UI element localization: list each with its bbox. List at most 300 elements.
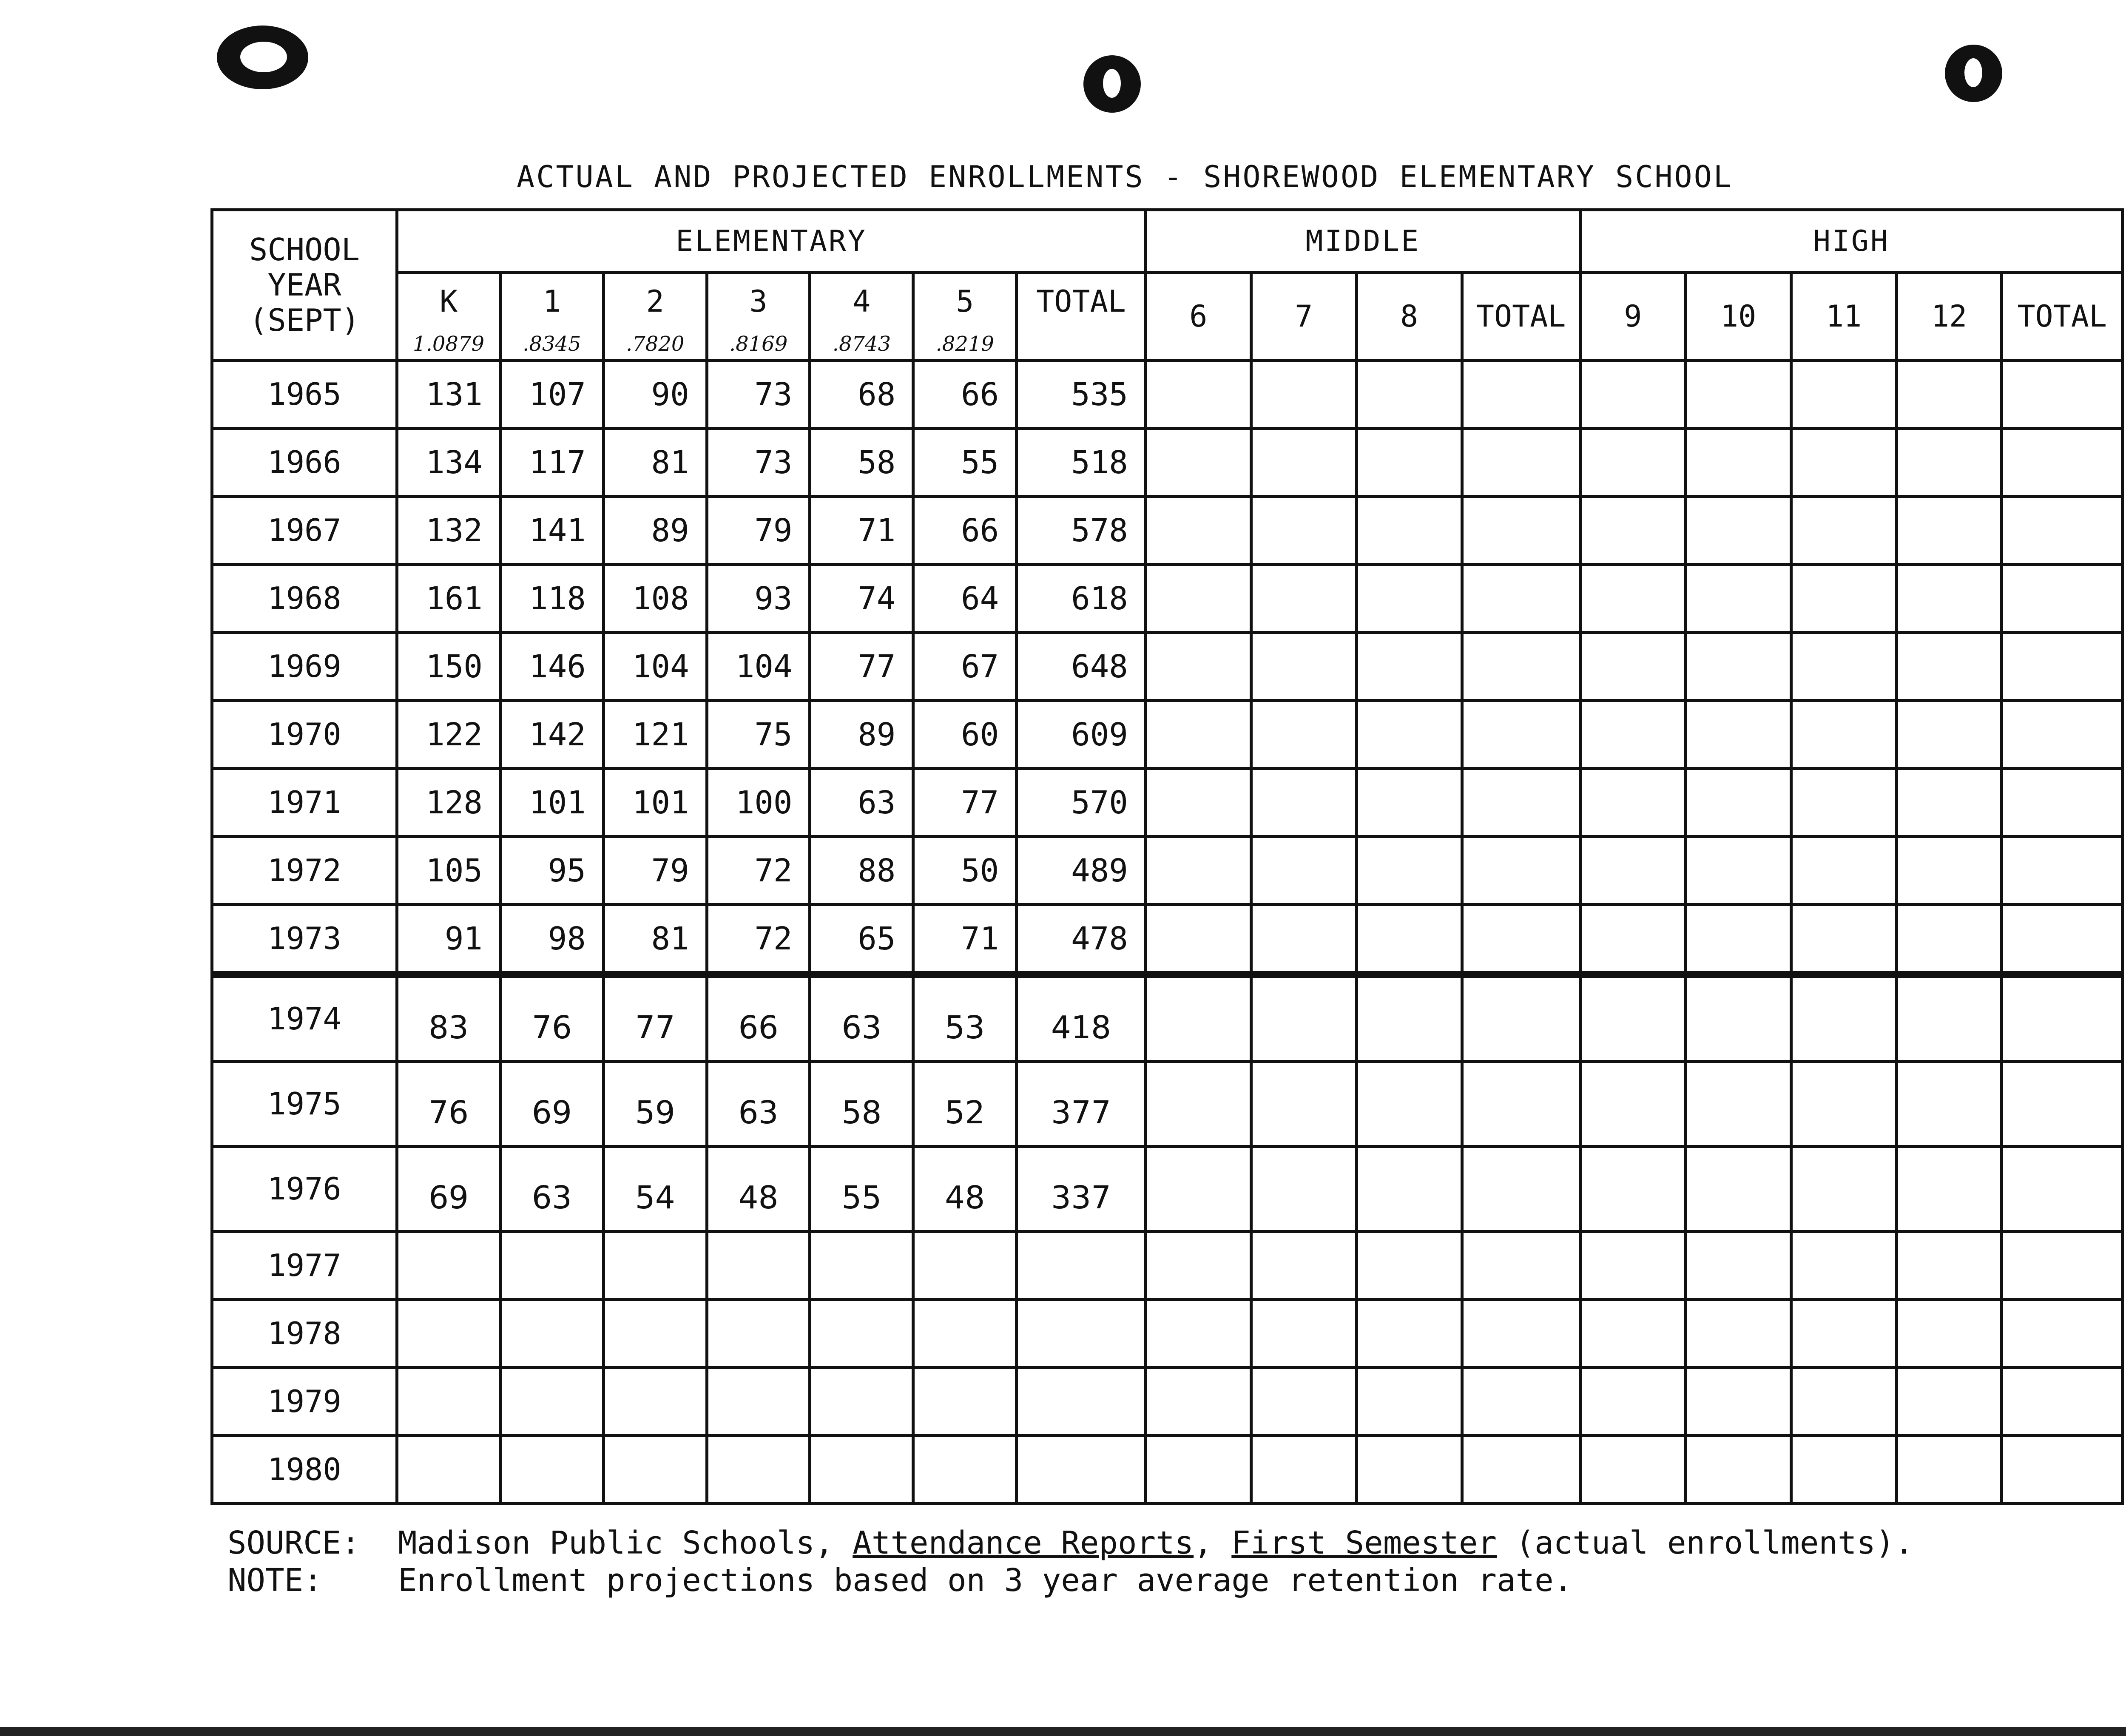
- empty-cell: [1462, 905, 1580, 975]
- enrollment-cell: [603, 1232, 707, 1300]
- empty-cell: [1251, 905, 1356, 975]
- empty-cell: [1356, 1147, 1462, 1232]
- enrollment-cell: [707, 1300, 810, 1368]
- enrollment-cell: 117: [500, 429, 603, 497]
- enrollment-cell: 76: [397, 1062, 500, 1147]
- empty-cell: [1356, 361, 1462, 429]
- empty-cell: [1251, 975, 1356, 1062]
- col-9: 9: [1580, 273, 1685, 361]
- empty-cell: [2002, 361, 2123, 429]
- empty-cell: [1462, 1232, 1580, 1300]
- empty-cell: [1145, 565, 1251, 633]
- enrollment-cell: [810, 1232, 913, 1300]
- enrollment-cell: 100: [707, 769, 810, 837]
- empty-cell: [1791, 633, 1896, 701]
- empty-cell: [1896, 975, 2002, 1062]
- enrollment-cell: 73: [707, 361, 810, 429]
- punch-hole: [1945, 45, 2002, 102]
- enrollment-cell: [603, 1300, 707, 1368]
- col-k: K: [397, 273, 500, 330]
- col-high-total: TOTAL: [2002, 273, 2123, 361]
- col-11: 11: [1791, 273, 1896, 361]
- retention-rate: .8345: [500, 329, 603, 361]
- high-group-header: HIGH: [1580, 210, 2122, 273]
- enrollment-cell: 48: [707, 1147, 810, 1232]
- empty-cell: [1580, 701, 1685, 769]
- enrollment-cell: [397, 1300, 500, 1368]
- year-cell: 1971: [212, 769, 397, 837]
- elementary-total-cell: 648: [1017, 633, 1146, 701]
- col-2: 2: [603, 273, 707, 330]
- empty-cell: [1580, 497, 1685, 565]
- enrollment-cell: 75: [707, 701, 810, 769]
- empty-cell: [1462, 1147, 1580, 1232]
- empty-cell: [1791, 1300, 1896, 1368]
- empty-cell: [1791, 361, 1896, 429]
- empty-cell: [1791, 837, 1896, 905]
- note-text: Enrollment projections based on 3 year average retention rate.: [398, 1562, 1573, 1599]
- enrollment-cell: 83: [397, 975, 500, 1062]
- col-6: 6: [1145, 273, 1251, 361]
- enrollment-cell: 79: [707, 497, 810, 565]
- empty-cell: [1685, 837, 1791, 905]
- retention-rate: 1.0879: [397, 329, 500, 361]
- empty-cell: [1251, 701, 1356, 769]
- empty-cell: [1462, 633, 1580, 701]
- enrollment-cell: 66: [913, 361, 1017, 429]
- enrollment-cell: 77: [810, 633, 913, 701]
- elementary-total-cell: 578: [1017, 497, 1146, 565]
- enrollment-cell: [500, 1368, 603, 1436]
- empty-cell: [1896, 429, 2002, 497]
- empty-cell: [1462, 1436, 1580, 1504]
- enrollment-cell: [500, 1300, 603, 1368]
- empty-cell: [1145, 769, 1251, 837]
- year-cell: 1974: [212, 975, 397, 1062]
- empty-cell: [1356, 975, 1462, 1062]
- empty-cell: [1896, 1368, 2002, 1436]
- enrollment-cell: 50: [913, 837, 1017, 905]
- empty-cell: [1251, 1062, 1356, 1147]
- enrollment-cell: [913, 1232, 1017, 1300]
- empty-cell: [1896, 497, 2002, 565]
- table-row: [212, 701, 2123, 769]
- empty-cell: [1896, 1436, 2002, 1504]
- enrollment-cell: 67: [913, 633, 1017, 701]
- empty-cell: [1145, 1232, 1251, 1300]
- enrollment-cell: 132: [397, 497, 500, 565]
- table-row: [212, 1062, 2123, 1147]
- table-row: [212, 1147, 2123, 1232]
- enrollment-cell: 122: [397, 701, 500, 769]
- empty-cell: [1356, 1368, 1462, 1436]
- empty-cell: [2002, 1232, 2123, 1300]
- empty-cell: [2002, 1062, 2123, 1147]
- enrollment-cell: 48: [913, 1147, 1017, 1232]
- empty-cell: [1685, 1062, 1791, 1147]
- enrollment-cell: 98: [500, 905, 603, 975]
- year-cell: 1978: [212, 1300, 397, 1368]
- empty-cell: [1896, 1232, 2002, 1300]
- empty-cell: [1462, 497, 1580, 565]
- enrollment-cell: 77: [913, 769, 1017, 837]
- enrollment-cell: 58: [810, 1062, 913, 1147]
- elementary-total-cell: 418: [1017, 975, 1146, 1062]
- empty-cell: [2002, 905, 2123, 975]
- elementary-group-header: ELEMENTARY: [397, 210, 1146, 273]
- empty-cell: [1580, 1300, 1685, 1368]
- empty-cell: [1251, 837, 1356, 905]
- empty-cell: [2002, 497, 2123, 565]
- enrollment-cell: 77: [603, 975, 707, 1062]
- empty-cell: [1791, 1232, 1896, 1300]
- enrollment-cell: 60: [913, 701, 1017, 769]
- empty-cell: [1145, 633, 1251, 701]
- year-cell: 1970: [212, 701, 397, 769]
- empty-cell: [1356, 837, 1462, 905]
- elementary-total-cell: [1017, 1368, 1146, 1436]
- enrollment-cell: 105: [397, 837, 500, 905]
- enrollment-cell: 53: [913, 975, 1017, 1062]
- empty-cell: [1251, 1232, 1356, 1300]
- empty-cell: [1791, 565, 1896, 633]
- col-middle-total: TOTAL: [1462, 273, 1580, 361]
- empty-cell: [1145, 701, 1251, 769]
- enrollment-cell: 76: [500, 975, 603, 1062]
- empty-cell: [1356, 633, 1462, 701]
- enrollment-cell: 65: [810, 905, 913, 975]
- year-cell: 1976: [212, 1147, 397, 1232]
- empty-cell: [1356, 769, 1462, 837]
- empty-cell: [1791, 905, 1896, 975]
- empty-cell: [1145, 837, 1251, 905]
- col-8: 8: [1356, 273, 1462, 361]
- empty-cell: [1251, 565, 1356, 633]
- enrollment-cell: 64: [913, 565, 1017, 633]
- empty-cell: [1145, 361, 1251, 429]
- enrollment-cell: 81: [603, 429, 707, 497]
- year-cell: 1967: [212, 497, 397, 565]
- enrollment-cell: [603, 1368, 707, 1436]
- empty-cell: [1462, 565, 1580, 633]
- page-title: ACTUAL AND PROJECTED ENROLLMENTS - SHOREWOOD ELEMENTARY SCHOOL: [517, 159, 1733, 194]
- source-underlined: Attendance Reports: [853, 1525, 1194, 1561]
- elementary-total-cell: [1017, 1300, 1146, 1368]
- empty-cell: [1251, 361, 1356, 429]
- retention-rate: .8169: [707, 329, 810, 361]
- table-body: [212, 361, 2123, 1504]
- empty-cell: [1251, 1147, 1356, 1232]
- empty-cell: [1896, 565, 2002, 633]
- empty-cell: [1462, 701, 1580, 769]
- empty-cell: [1145, 429, 1251, 497]
- source-text: Madison Public Schools,: [398, 1525, 853, 1561]
- enrollment-cell: [810, 1300, 913, 1368]
- enrollment-cell: 72: [707, 905, 810, 975]
- empty-cell: [1462, 769, 1580, 837]
- table-row: [212, 497, 2123, 565]
- empty-cell: [2002, 1436, 2123, 1504]
- col-4: 4: [810, 273, 913, 330]
- empty-cell: [1685, 565, 1791, 633]
- empty-cell: [1791, 1062, 1896, 1147]
- elementary-total-cell: 618: [1017, 565, 1146, 633]
- empty-cell: [2002, 837, 2123, 905]
- enrollment-cell: 89: [603, 497, 707, 565]
- year-cell: 1973: [212, 905, 397, 975]
- enrollment-cell: 91: [397, 905, 500, 975]
- retention-rate: .8743: [810, 329, 913, 361]
- empty-cell: [1251, 633, 1356, 701]
- enrollment-cell: 66: [913, 497, 1017, 565]
- empty-cell: [1791, 429, 1896, 497]
- col-1: 1: [500, 273, 603, 330]
- enrollment-cell: [913, 1368, 1017, 1436]
- enrollment-cell: [707, 1368, 810, 1436]
- year-cell: 1966: [212, 429, 397, 497]
- enrollment-cell: 69: [397, 1147, 500, 1232]
- empty-cell: [1896, 1300, 2002, 1368]
- empty-cell: [1896, 701, 2002, 769]
- enrollment-cell: 72: [707, 837, 810, 905]
- empty-cell: [1462, 361, 1580, 429]
- empty-cell: [2002, 1368, 2123, 1436]
- enrollment-cell: [707, 1436, 810, 1504]
- retention-rate: .7820: [603, 329, 707, 361]
- school-year-header: SCHOOL YEAR (SEPT): [212, 210, 397, 361]
- empty-cell: [1791, 497, 1896, 565]
- source-text: (actual enrollments).: [1497, 1525, 1914, 1561]
- enrollment-cell: 79: [603, 837, 707, 905]
- elementary-total-cell: 535: [1017, 361, 1146, 429]
- empty-cell: [1356, 1232, 1462, 1300]
- empty-cell: [2002, 429, 2123, 497]
- enrollment-cell: [397, 1368, 500, 1436]
- enrollment-cell: 128: [397, 769, 500, 837]
- enrollment-cell: 131: [397, 361, 500, 429]
- empty-cell: [1251, 769, 1356, 837]
- enrollment-cell: [397, 1232, 500, 1300]
- punch-hole: [1083, 55, 1141, 113]
- enrollment-cell: 81: [603, 905, 707, 975]
- empty-cell: [1580, 429, 1685, 497]
- empty-cell: [1251, 497, 1356, 565]
- empty-cell: [1145, 497, 1251, 565]
- source-note: [227, 1524, 1913, 1599]
- enrollment-cell: 63: [707, 1062, 810, 1147]
- enrollment-cell: 52: [913, 1062, 1017, 1147]
- empty-cell: [1580, 975, 1685, 1062]
- enrollment-cell: 161: [397, 565, 500, 633]
- empty-cell: [1251, 429, 1356, 497]
- enrollment-cell: 63: [810, 975, 913, 1062]
- empty-cell: [1145, 905, 1251, 975]
- empty-cell: [1251, 1300, 1356, 1368]
- enrollment-cell: 141: [500, 497, 603, 565]
- elementary-total-cell: 518: [1017, 429, 1146, 497]
- enrollment-cell: [397, 1436, 500, 1504]
- enrollment-cell: 101: [603, 769, 707, 837]
- empty-cell: [2002, 701, 2123, 769]
- enrollment-cell: 90: [603, 361, 707, 429]
- enrollment-cell: 59: [603, 1062, 707, 1147]
- enrollment-cell: 55: [913, 429, 1017, 497]
- empty-cell: [1685, 905, 1791, 975]
- enrollment-cell: 71: [810, 497, 913, 565]
- elementary-total-cell: 478: [1017, 905, 1146, 975]
- col-3: 3: [707, 273, 810, 330]
- col-12: 12: [1896, 273, 2002, 361]
- empty-cell: [1580, 1232, 1685, 1300]
- source-text: ,: [1194, 1525, 1232, 1561]
- empty-cell: [1580, 769, 1685, 837]
- col-elem-total: TOTAL: [1017, 273, 1146, 330]
- year-cell: 1972: [212, 837, 397, 905]
- table-row: [212, 837, 2123, 905]
- elementary-total-cell: 377: [1017, 1062, 1146, 1147]
- enrollment-cell: [913, 1300, 1017, 1368]
- empty-cell: [1580, 1062, 1685, 1147]
- table-row: [212, 975, 2123, 1062]
- middle-group-header: MIDDLE: [1145, 210, 1580, 273]
- source-label: SOURCE:: [227, 1525, 360, 1561]
- enrollment-cell: 118: [500, 565, 603, 633]
- empty-cell: [1685, 429, 1791, 497]
- empty-cell: [1145, 1062, 1251, 1147]
- col-10: 10: [1685, 273, 1791, 361]
- enrollment-cell: 68: [810, 361, 913, 429]
- enrollment-cell: 150: [397, 633, 500, 701]
- elementary-total-cell: [1017, 1232, 1146, 1300]
- empty-cell: [2002, 769, 2123, 837]
- empty-cell: [1462, 1062, 1580, 1147]
- source-underlined: First Semester: [1231, 1525, 1497, 1561]
- empty-cell: [1791, 1368, 1896, 1436]
- empty-cell: [1356, 905, 1462, 975]
- elementary-total-cell: [1017, 1436, 1146, 1504]
- empty-cell: [1580, 565, 1685, 633]
- empty-cell: [1685, 361, 1791, 429]
- empty-cell: [1685, 1368, 1791, 1436]
- col-5: 5: [913, 273, 1017, 330]
- punch-hole: [217, 26, 308, 89]
- table-row: [212, 565, 2123, 633]
- note-label: NOTE:: [227, 1562, 322, 1599]
- empty-cell: [2002, 633, 2123, 701]
- enrollment-cell: 73: [707, 429, 810, 497]
- empty-cell: [1685, 769, 1791, 837]
- enrollment-cell: 66: [707, 975, 810, 1062]
- empty-cell: [1580, 361, 1685, 429]
- empty-cell: [1580, 1436, 1685, 1504]
- empty-cell: [2002, 1300, 2123, 1368]
- table-row: [212, 1436, 2123, 1504]
- enrollment-cell: [500, 1232, 603, 1300]
- enrollment-cell: [810, 1368, 913, 1436]
- empty-cell: [1462, 975, 1580, 1062]
- year-cell: 1968: [212, 565, 397, 633]
- empty-cell: [1145, 1147, 1251, 1232]
- empty-cell: [2002, 565, 2123, 633]
- enrollment-cell: 69: [500, 1062, 603, 1147]
- table-row: [212, 1368, 2123, 1436]
- enrollment-cell: [707, 1232, 810, 1300]
- empty-cell: [2002, 975, 2123, 1062]
- empty-cell: [1251, 1368, 1356, 1436]
- enrollment-cell: [500, 1436, 603, 1504]
- empty-cell: [1685, 1436, 1791, 1504]
- year-cell: 1977: [212, 1232, 397, 1300]
- empty-cell: [1685, 1300, 1791, 1368]
- enrollment-cell: 74: [810, 565, 913, 633]
- table-row: [212, 361, 2123, 429]
- empty-cell: [1896, 1062, 2002, 1147]
- empty-cell: [1791, 1147, 1896, 1232]
- enrollment-cell: [810, 1436, 913, 1504]
- enrollment-cell: 89: [810, 701, 913, 769]
- enrollment-cell: 63: [810, 769, 913, 837]
- empty-cell: [1462, 1300, 1580, 1368]
- enrollment-cell: 93: [707, 565, 810, 633]
- empty-cell: [1580, 1368, 1685, 1436]
- year-cell: 1969: [212, 633, 397, 701]
- enrollment-cell: [603, 1436, 707, 1504]
- empty-cell: [1685, 1147, 1791, 1232]
- empty-cell: [1462, 1368, 1580, 1436]
- elementary-total-cell: 337: [1017, 1147, 1146, 1232]
- table-row: [212, 905, 2123, 975]
- empty-cell: [1896, 769, 2002, 837]
- table-row: [212, 429, 2123, 497]
- empty-cell: [1685, 633, 1791, 701]
- empty-cell: [1896, 905, 2002, 975]
- table-row: [212, 1232, 2123, 1300]
- year-cell: 1965: [212, 361, 397, 429]
- enrollment-cell: 134: [397, 429, 500, 497]
- empty-cell: [1145, 975, 1251, 1062]
- retention-rate: .8219: [913, 329, 1017, 361]
- table-row: [212, 1300, 2123, 1368]
- empty-cell: [1896, 837, 2002, 905]
- year-cell: 1975: [212, 1062, 397, 1147]
- empty-cell: [1356, 429, 1462, 497]
- empty-cell: [1896, 1147, 2002, 1232]
- elementary-total-cell: 570: [1017, 769, 1146, 837]
- enrollment-cell: 108: [603, 565, 707, 633]
- empty-cell: [1356, 701, 1462, 769]
- enrollment-cell: 71: [913, 905, 1017, 975]
- empty-cell: [1251, 1436, 1356, 1504]
- empty-cell: [1580, 837, 1685, 905]
- enrollment-cell: 63: [500, 1147, 603, 1232]
- empty-cell: [1462, 837, 1580, 905]
- elementary-total-cell: 489: [1017, 837, 1146, 905]
- empty-cell: [1462, 429, 1580, 497]
- enrollment-cell: 101: [500, 769, 603, 837]
- empty-cell: [2002, 1147, 2123, 1232]
- empty-cell: [1685, 975, 1791, 1062]
- enrollment-cell: 58: [810, 429, 913, 497]
- empty-cell: [1791, 701, 1896, 769]
- enrollment-cell: 54: [603, 1147, 707, 1232]
- empty-cell: [1356, 1062, 1462, 1147]
- year-cell: 1980: [212, 1436, 397, 1504]
- empty-cell: [1896, 361, 2002, 429]
- empty-cell: [1145, 1436, 1251, 1504]
- empty-cell: [1791, 769, 1896, 837]
- empty-cell: [1791, 975, 1896, 1062]
- empty-cell: [1685, 497, 1791, 565]
